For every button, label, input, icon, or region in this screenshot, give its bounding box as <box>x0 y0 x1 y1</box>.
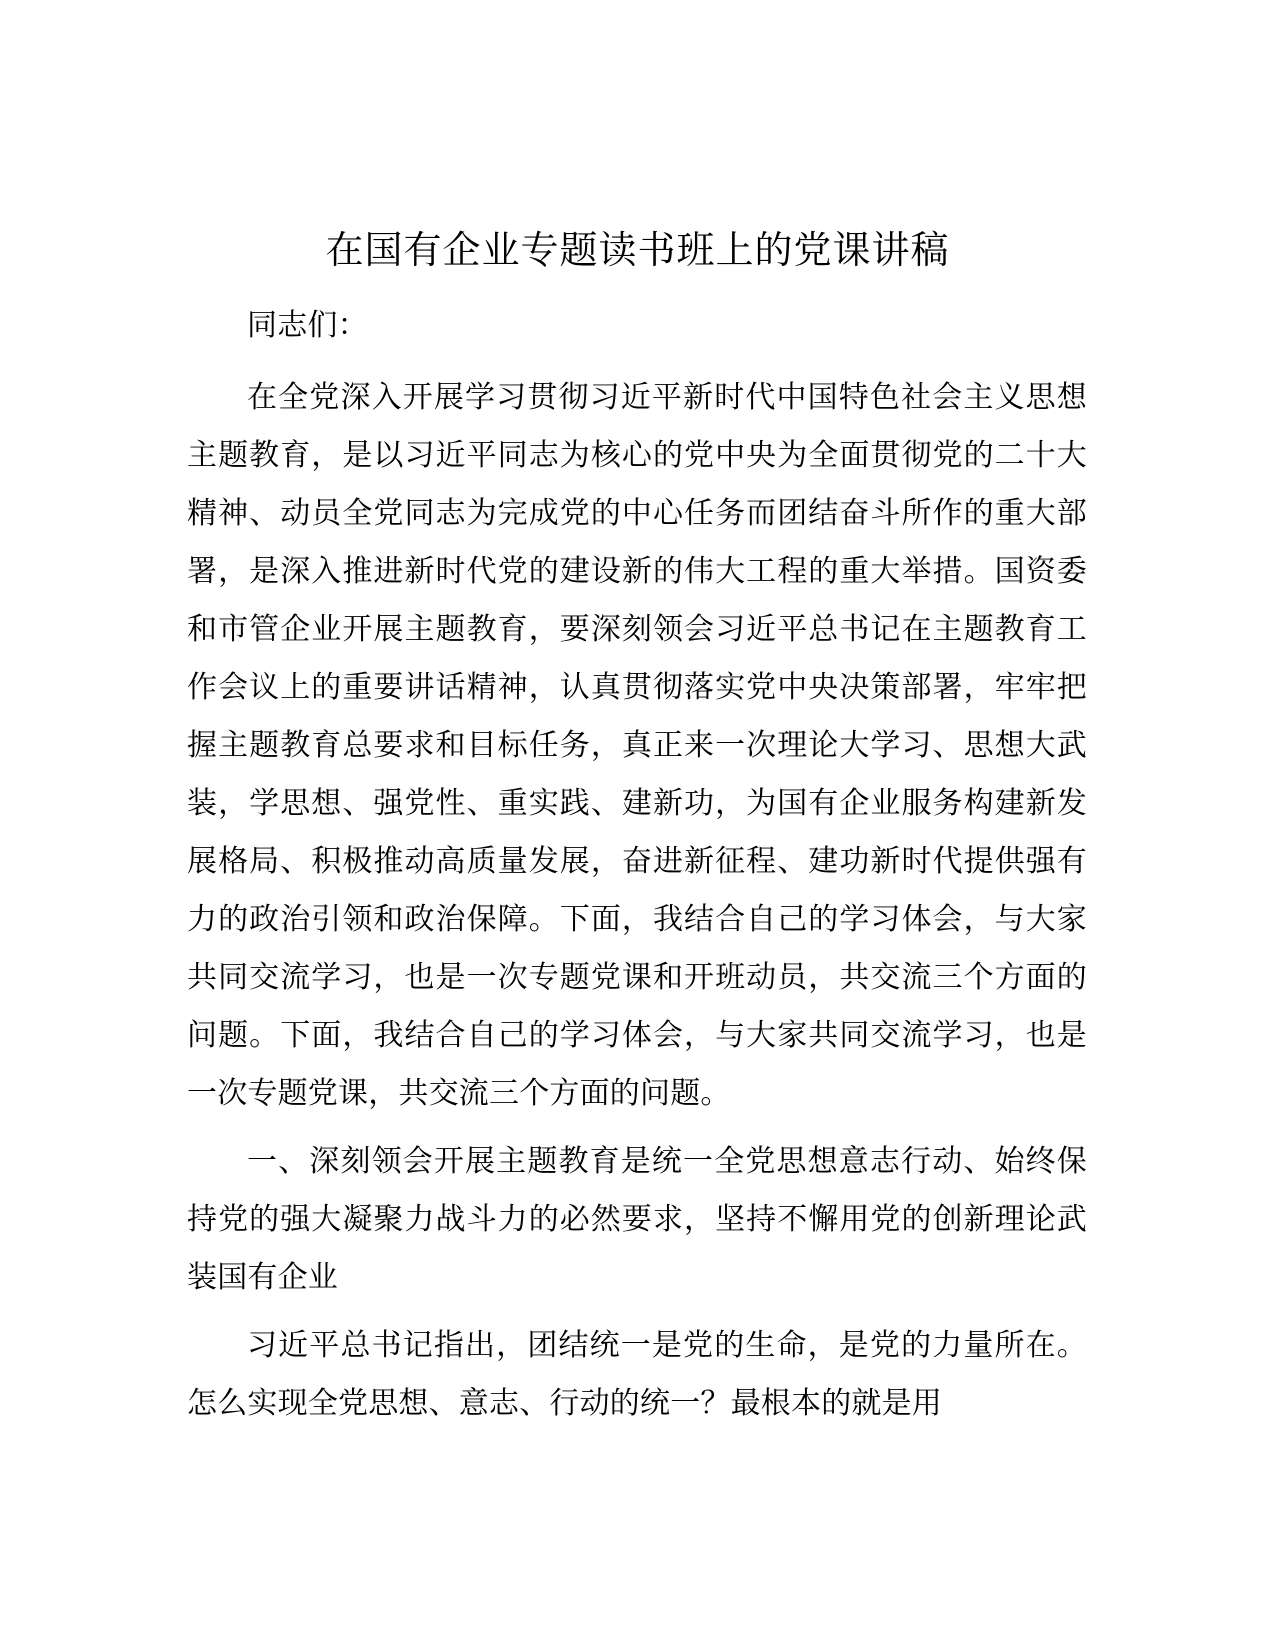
salutation: 同志们： <box>247 308 368 343</box>
document-title: 在国有企业专题读书班上的党课讲稿 <box>325 228 950 272</box>
paragraph-section-1: 习近平总书记指出，团结统一是党的生命，是党的力量所在。怎么实现全党思想、意志、行动的统一？最根本的就是用 <box>187 1328 1087 1421</box>
section-heading-1: 一、深刻领会开展主题教育是统一全党思想意志行动、始终保持党的强大凝聚力战斗力的必然要求，坚持不懈用党的创新理论武装国有企业 <box>187 1144 1087 1295</box>
paragraph-intro: 在全党深入开展学习贯彻习近平新时代中国特色社会主义思想主题教育，是以习近平同志为核心的党中央为全面贯彻党的二十大精神、动员全党同志为完成党的中心任务而团结奋斗所作的重大部署，是深入推进新时代党的建设新的伟大工程的重大举措。国资委和市管企业开展主题教育，要深刻领会习近平总书记在主题教育工作会议上的重要讲话精神，认真贯彻落实党中央决策部署，牢牢把握主题教育总要求和目标任务，真正来一次理论大学习、思想大武装，学思想、强党性、重实践、建新功，为国有企业服务构建新发展格局、积极推动高质量发展，奋进新征程、建功新时代提供强有力的政治引领和政治保障。下面，我结合自己的学习体会，与大家共同交流学习，也是一次专题党课和开班动员，共交流三个方面的问题。下面，我结合自己的学习体会，与大家共同交流学习，也是一次专题党课，共交流三个方面的问题。 <box>187 380 1087 1111</box>
document-body <box>187 297 1087 1443</box>
